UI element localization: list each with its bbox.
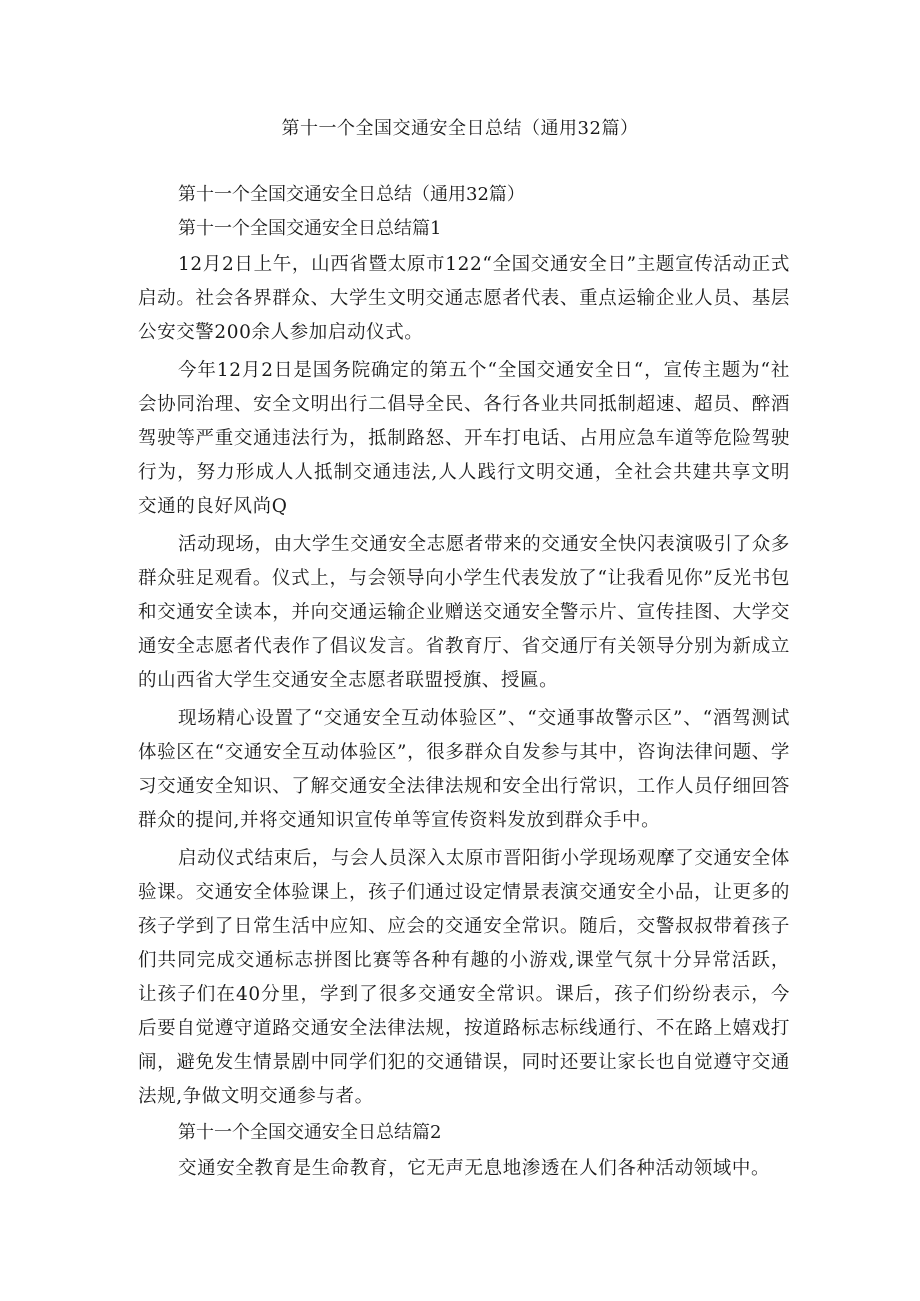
document-body <box>138 180 790 1186</box>
paragraph: 12月2日上午，山西省暨太原市122“全国交通安全日”主题宣传活动正式启动。社会各界群众、大学生文明交通志愿者代表、重点运输企业人员、基层公安交警200余人参加启动仪式。 <box>138 254 790 343</box>
paragraph: 现场精心设置了“交通安全互动体验区”、“交通事故警示区”、“酒驾测试体验区在“交通安全互动体验区”，很多群众自发参与其中，咨询法律问题、学习交通安全知识、了解交通安全法律法规和安全出行常识，工作人员仔细回答群众的提问,并将交通知识宣传单等宣传资料发放到群众手中。 <box>138 708 790 831</box>
section-heading-1: 第十一个全国交通安全日总结篇1 <box>178 218 442 239</box>
paragraph: 启动仪式结束后，与会人员深入太原市晋阳街小学现场观摩了交通安全体验课。交通安全体验课上，孩子们通过设定情景表演交通安全小品，让更多的孩子学到了日常生活中应知、应会的交通安全常识。随后，交警叔叔带着孩子们共同完成交通标志拼图比赛等各种有趣的小游戏,课堂气氛十分异常活跃，让孩子们在40分里，学到了很多交通安全常识。课后，孩子们纷纷表示，今后要自觉遵守道路交通安全法律法规，按道路标志标线通行、不在路上嬉戏打闹，避免发生情景剧中同学们犯的交通错误，同时还要让家长也自觉遵守交通法规,争做文明交通参与者。 <box>138 848 790 1107</box>
document-subtitle: 第十一个全国交通安全日总结（通用32篇） <box>178 184 525 205</box>
paragraph: 今年12月2日是国务院确定的第五个“全国交通安全日“，宣传主题为“社会协同治理、安全文明出行二倡导全民、各行各业共同抵制超速、超员、醉酒驾驶等严重交通违法行为，抵制路怒、开车打电话、占用应急车道等危险驾驶行为，努力形成人人抵制交通违法,人人践行文明交通，全社会共建共享文明交通的良好风尚Q <box>138 360 790 517</box>
paragraph: 交通安全教育是生命教育，它无声无息地渗透在人们各种活动领域中。 <box>178 1158 771 1179</box>
paragraph: 活动现场，由大学生交通安全志愿者带来的交通安全快闪表演吸引了众多群众驻足观看。仪式上，与会领导向小学生代表发放了“让我看见你”反光书包和交通安全读本，并向交通运输企业赠送交通安全警示片、宣传挂图、大学交通安全志愿者代表作了倡议发言。省教育厅、省交通厅有关领导分别为新成立的山西省大学生交通安全志愿者联盟授旗、授匾。 <box>138 534 790 691</box>
section-heading-2: 第十一个全国交通安全日总结篇2 <box>178 1122 442 1143</box>
document-title: 第十一个全国交通安全日总结（通用32篇） <box>281 118 639 139</box>
